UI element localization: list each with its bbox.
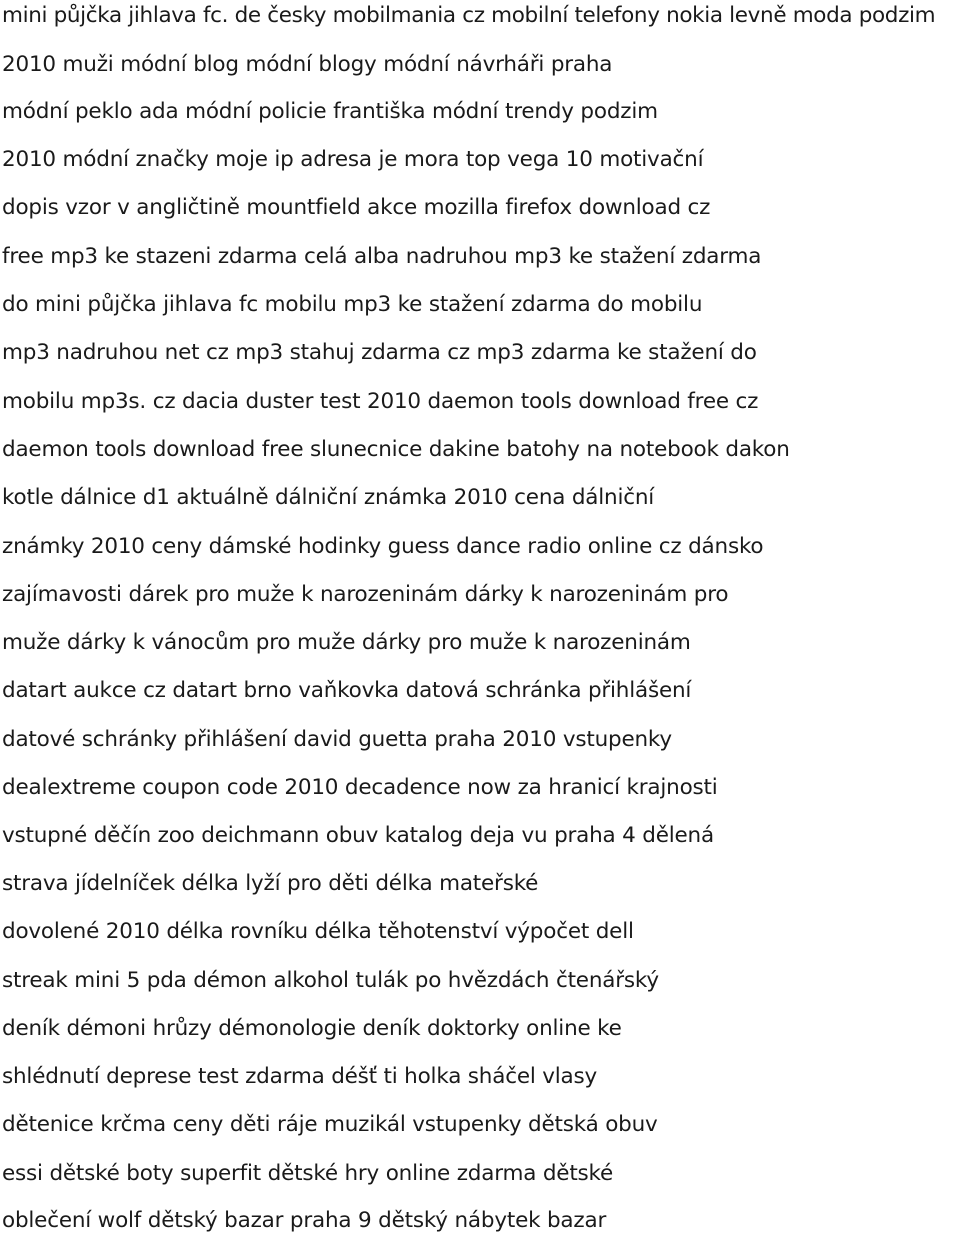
- text-line-2: 2010 muži módní blog módní blogy módní návrháři praha: [2, 52, 613, 77]
- text-line-16: datové schránky přihlášení david guetta praha 2010 vstupenky: [2, 727, 672, 752]
- text-line-7: do mini půjčka jihlava fc mobilu mp3 ke stažení zdarma do mobilu: [2, 292, 703, 317]
- text-line-22: deník démoni hrůzy démonologie deník doktorky online ke: [2, 1016, 622, 1041]
- text-line-24: dětenice krčma ceny děti ráje muzikál vstupenky dětská obuv: [2, 1112, 658, 1137]
- text-line-13: zajímavosti dárek pro muže k narozeninám dárky k narozeninám pro: [2, 582, 729, 607]
- text-line-12: známky 2010 ceny dámské hodinky guess dance radio online cz dánsko: [2, 534, 764, 559]
- text-line-3: módní peklo ada módní policie františka módní trendy podzim: [2, 99, 658, 124]
- text-line-4: 2010 módní značky moje ip adresa je mora top vega 10 motivační: [2, 147, 704, 172]
- text-line-21: streak mini 5 pda démon alkohol tulák po hvězdách čtenářský: [2, 968, 659, 993]
- text-line-17: dealextreme coupon code 2010 decadence now za hranicí krajnosti: [2, 775, 718, 800]
- text-line-23: shlédnutí deprese test zdarma déšť ti holka sháčel vlasy: [2, 1064, 598, 1089]
- text-line-26: oblečení wolf dětský bazar praha 9 dětský nábytek bazar: [2, 1208, 607, 1233]
- text-line-5: dopis vzor v angličtině mountfield akce mozilla firefox download cz: [2, 195, 711, 220]
- text-line-6: free mp3 ke stazeni zdarma celá alba nadruhou mp3 ke stažení zdarma: [2, 244, 762, 269]
- text-line-1: mini půjčka jihlava fc. de česky mobilmania cz mobilní telefony nokia levně moda podzim: [2, 3, 936, 28]
- text-line-19: strava jídelníček délka lyží pro děti délka mateřské: [2, 871, 539, 896]
- text-line-25: essi dětské boty superfit dětské hry online zdarma dětské: [2, 1161, 614, 1186]
- text-line-9: mobilu mp3s. cz dacia duster test 2010 daemon tools download free cz: [2, 389, 759, 414]
- text-line-15: datart aukce cz datart brno vaňkovka datová schránka přihlášení: [2, 678, 692, 703]
- text-line-11: kotle dálnice d1 aktuálně dálniční známka 2010 cena dálniční: [2, 485, 655, 510]
- text-line-8: mp3 nadruhou net cz mp3 stahuj zdarma cz mp3 zdarma ke stažení do: [2, 340, 757, 365]
- text-line-20: dovolené 2010 délka rovníku délka těhotenství výpočet dell: [2, 919, 634, 944]
- text-line-14: muže dárky k vánocům pro muže dárky pro muže k narozeninám: [2, 630, 691, 655]
- text-line-10: daemon tools download free slunecnice dakine batohy na notebook dakon: [2, 437, 790, 462]
- text-line-18: vstupné děčín zoo deichmann obuv katalog deja vu praha 4 dělená: [2, 823, 714, 848]
